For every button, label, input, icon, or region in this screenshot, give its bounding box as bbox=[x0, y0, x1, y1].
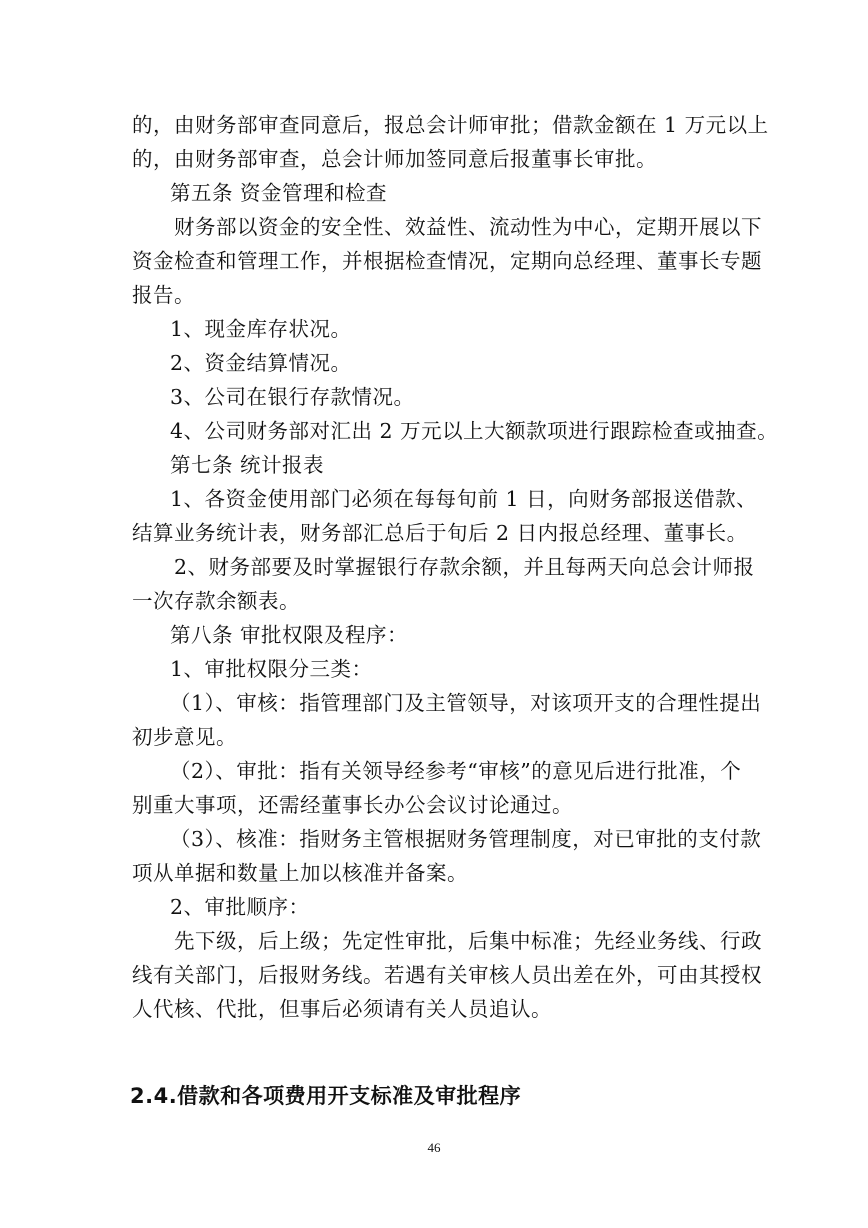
text-line: 结算业务统计表，财务部汇总后于旬后 2 日内报总经理、董事长。 bbox=[132, 521, 748, 545]
list-item: （2）、审批：指有关领导经参考“审核”的意见后进行批准，个 bbox=[170, 759, 742, 783]
page-number: 46 bbox=[427, 1140, 441, 1155]
list-item: 1、现金库存状况。 bbox=[170, 317, 352, 341]
list-item: 4、公司财务部对汇出 2 万元以上大额款项进行跟踪检查或抽查。 bbox=[170, 419, 779, 443]
text-line: 报告。 bbox=[132, 283, 195, 307]
list-item: 1、各资金使用部门必须在每每旬前 1 日，向财务部报送借款、 bbox=[170, 487, 758, 511]
list-item: 2、审批顺序： bbox=[170, 895, 310, 919]
text-line: 人代核、代批，但事后必须请有关人员追认。 bbox=[132, 997, 552, 1021]
list-item: 2、财务部要及时掌握银行存款余额，并且每两天向总会计师报 bbox=[174, 555, 755, 579]
text-line: 先下级，后上级；先定性审批，后集中标准；先经业务线、行政 bbox=[174, 929, 762, 953]
text-line: 的，由财务部审查，总会计师加签同意后报董事长审批。 bbox=[132, 147, 657, 171]
text-line: 别重大事项，还需经董事长办公会议讨论通过。 bbox=[132, 793, 573, 817]
article-heading: 第五条 资金管理和检查 bbox=[170, 181, 388, 205]
text-line: 初步意见。 bbox=[132, 725, 237, 749]
list-item: （1）、审核：指管理部门及主管领导，对该项开支的合理性提出 bbox=[170, 691, 762, 715]
list-item: 1、审批权限分三类： bbox=[170, 657, 373, 681]
article-heading: 第七条 统计报表 bbox=[170, 453, 325, 477]
text-line: 资金检查和管理工作，并根据检查情况，定期向总经理、董事长专题 bbox=[132, 249, 762, 273]
text-line: 的，由财务部审查同意后，报总会计师审批；借款金额在 1 万元以上 bbox=[132, 113, 769, 137]
list-item: 3、公司在银行存款情况。 bbox=[170, 385, 415, 409]
text-line: 线有关部门，后报财务线。若遇有关审核人员出差在外，可由其授权 bbox=[132, 963, 762, 987]
text-line: 财务部以资金的安全性、效益性、流动性为中心，定期开展以下 bbox=[174, 215, 762, 239]
text-line: 一次存款余额表。 bbox=[132, 589, 300, 613]
text-line: 项从单据和数量上加以核准并备案。 bbox=[132, 861, 468, 885]
list-item: 2、资金结算情况。 bbox=[170, 351, 352, 375]
list-item: （3）、核准：指财务主管根据财务管理制度，对已审批的支付款 bbox=[170, 827, 762, 851]
section-heading: 2.4.借款和各项费用开支标准及审批程序 bbox=[130, 1084, 522, 1108]
article-heading: 第八条 审批权限及程序： bbox=[170, 623, 409, 647]
